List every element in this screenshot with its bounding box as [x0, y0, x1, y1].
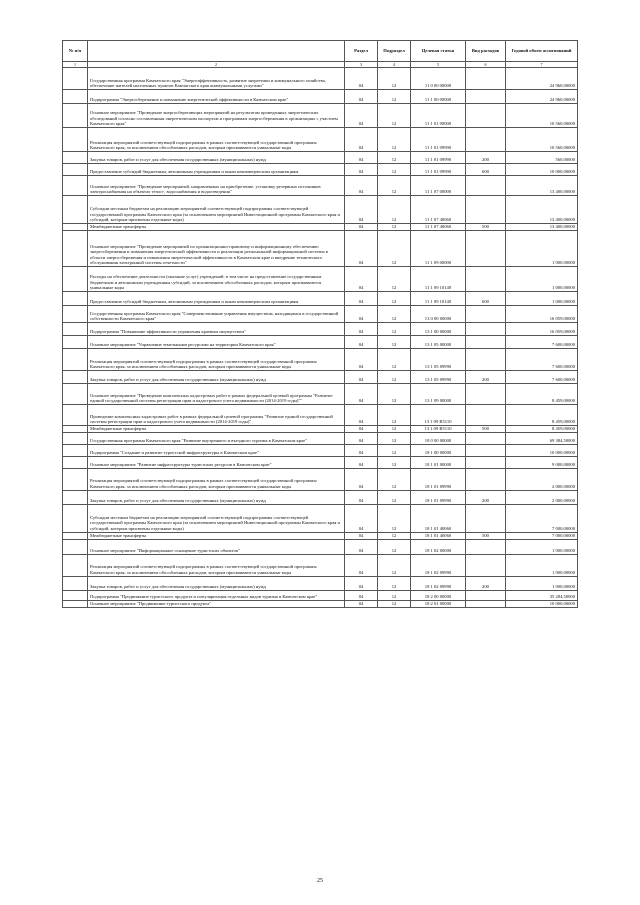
row-razdel-cell: 04	[345, 468, 378, 490]
header-razdel: Раздел	[345, 41, 378, 62]
row-target-article-cell: 11 0 00 00000	[411, 68, 466, 90]
row-target-article-cell: 18 1 01 40060	[411, 504, 466, 532]
row-amount-cell: 24 960,00000	[506, 90, 578, 104]
row-expense-type-cell: 600	[466, 164, 506, 176]
row-number-cell	[63, 426, 88, 433]
table-row	[63, 554, 578, 576]
row-razdel-cell: 04	[345, 444, 378, 456]
row-target-article-cell: 13 1 05 09990	[411, 371, 466, 384]
row-razdel-cell: 04	[345, 600, 378, 607]
row-expense-type-cell: 200	[466, 371, 506, 384]
row-target-article-cell: 11 1 01 09990	[411, 152, 466, 164]
row-number-cell	[63, 432, 88, 444]
row-amount-cell: 10 000,00000	[506, 444, 578, 456]
row-amount-cell: 7 000,00000	[506, 532, 578, 539]
row-razdel-cell: 04	[345, 224, 378, 231]
row-razdel-cell: 04	[345, 267, 378, 292]
row-podrazdel-cell: 12	[378, 164, 411, 176]
row-name-cell: Основное мероприятие "Проведение комплексных кадастровых работ в рамках федеральной целевой программы "Развитие единой государственной системы регистрации прав и кадастрового учета недвижимости (2014-2019 годы)""	[88, 384, 345, 405]
row-target-article-cell: 18 1 00 00000	[411, 444, 466, 456]
row-podrazdel-cell: 12	[378, 68, 411, 90]
row-razdel-cell: 04	[345, 349, 378, 371]
row-podrazdel-cell: 12	[378, 128, 411, 152]
budget-table	[62, 40, 578, 608]
header-podrazdel: Подраздел	[378, 41, 411, 62]
page-number: 25	[317, 878, 323, 884]
row-number-cell	[63, 292, 88, 306]
row-razdel-cell: 04	[345, 128, 378, 152]
row-razdel-cell: 04	[345, 68, 378, 90]
row-name-cell: Межбюджетные трансферты	[88, 224, 345, 231]
row-target-article-cell: 13 0 00 00000	[411, 306, 466, 323]
row-name-cell: Расходы на обеспечение деятельности (оказание услуг) учреждений, в том числе на предоставление государственным бюджетным и автономным учреждениям субсидий, за исключением обособленных расходов, которым присваиваются уникальные коды	[88, 267, 345, 292]
row-razdel-cell: 04	[345, 554, 378, 576]
row-amount-cell: 13 400,00000	[506, 196, 578, 224]
table-row	[63, 196, 578, 224]
table-row	[63, 323, 578, 336]
row-target-article-cell: 18 1 02 09990	[411, 554, 466, 576]
row-target-article-cell: 11 1 07 40060	[411, 224, 466, 231]
row-target-article-cell: 13 1 09 00000	[411, 384, 466, 405]
row-podrazdel-cell: 12	[378, 336, 411, 349]
row-razdel-cell: 04	[345, 504, 378, 532]
row-name-cell: Закупка товаров, работ и услуг для обеспечения государственных (муниципальных) нужд	[88, 371, 345, 384]
row-name-cell: Закупка товаров, работ и услуг для обеспечения государственных (муниципальных) нужд	[88, 576, 345, 590]
row-expense-type-cell	[466, 68, 506, 90]
row-expense-type-cell	[466, 590, 506, 600]
row-name-cell: Закупка товаров, работ и услуг для обеспечения государственных (муниципальных) нужд	[88, 490, 345, 504]
row-expense-type-cell	[466, 306, 506, 323]
row-target-article-cell: 13 1 09 R5110	[411, 426, 466, 433]
row-podrazdel-cell: 12	[378, 176, 411, 196]
row-target-article-cell: 11 1 00 00000	[411, 90, 466, 104]
row-amount-cell: 7 600,00000	[506, 349, 578, 371]
row-number-cell	[63, 164, 88, 176]
row-target-article-cell: 11 1 07 00000	[411, 176, 466, 196]
row-expense-type-cell: 500	[466, 224, 506, 231]
row-amount-cell: 13 400,00000	[506, 224, 578, 231]
row-number-cell	[63, 371, 88, 384]
row-podrazdel-cell: 12	[378, 306, 411, 323]
row-number-cell	[63, 323, 88, 336]
row-number-cell	[63, 504, 88, 532]
row-name-cell: Основное мероприятие "Управление земельными ресурсами на территории Камчатского края"	[88, 336, 345, 349]
row-number-cell	[63, 336, 88, 349]
row-name-cell: Подпрограмма "Продвижение туристского продукта и популяризация отдельных видов туризма в Камчатском крае"	[88, 590, 345, 600]
row-number-cell	[63, 306, 88, 323]
row-razdel-cell: 04	[345, 336, 378, 349]
row-amount-cell: 7 600,00000	[506, 336, 578, 349]
row-amount-cell: 1 000,00000	[506, 576, 578, 590]
row-number-cell	[63, 405, 88, 426]
row-razdel-cell: 04	[345, 490, 378, 504]
row-amount-cell: 1 000,00000	[506, 539, 578, 554]
column-index: 6	[466, 62, 506, 68]
row-expense-type-cell	[466, 336, 506, 349]
row-podrazdel-cell: 12	[378, 231, 411, 267]
row-number-cell	[63, 128, 88, 152]
row-podrazdel-cell: 12	[378, 384, 411, 405]
table-row	[63, 532, 578, 539]
row-razdel-cell: 04	[345, 176, 378, 196]
row-target-article-cell: 11 1 09 10140	[411, 292, 466, 306]
row-name-cell: Государственная программа Камчатского края "Совершенствование управления имуществом, находящимся в государственной собственности Камчатского края"	[88, 306, 345, 323]
row-target-article-cell: 13 1 05 09990	[411, 349, 466, 371]
row-amount-cell: 10 560,00000	[506, 104, 578, 128]
row-podrazdel-cell: 12	[378, 576, 411, 590]
row-target-article-cell: 18 1 02 00000	[411, 539, 466, 554]
table-row	[63, 267, 578, 292]
row-amount-cell: 2 000,00000	[506, 490, 578, 504]
table-row	[63, 444, 578, 456]
row-name-cell: Государственная программа Камчатского края "Развитие внутреннего и въездного туризма в Камчатском крае"	[88, 432, 345, 444]
row-razdel-cell: 04	[345, 323, 378, 336]
row-target-article-cell: 18 1 01 09990	[411, 468, 466, 490]
row-number-cell	[63, 456, 88, 468]
row-target-article-cell: 11 1 01 09990	[411, 128, 466, 152]
row-amount-cell: 16 059,00000	[506, 306, 578, 323]
row-razdel-cell: 04	[345, 426, 378, 433]
row-amount-cell: 7 000,00000	[506, 504, 578, 532]
row-expense-type-cell	[466, 432, 506, 444]
table-row	[63, 468, 578, 490]
row-name-cell: Основное мероприятие "Развитие инфраструктуры туристских ресурсов в Камчатском крае"	[88, 456, 345, 468]
row-podrazdel-cell: 12	[378, 224, 411, 231]
row-razdel-cell: 04	[345, 590, 378, 600]
header-expense-type: Вид расходов	[466, 41, 506, 62]
row-target-article-cell: 18 1 01 40060	[411, 532, 466, 539]
row-amount-cell: 1 000,00000	[506, 231, 578, 267]
row-amount-cell: 9 000,00000	[506, 456, 578, 468]
row-expense-type-cell	[466, 128, 506, 152]
row-name-cell: Реализация мероприятий соответствующей подпрограммы в рамках соответствующей государственной программы Камчатского края, за исключением обособленных расходов, которым присваиваются уникальные коды	[88, 554, 345, 576]
row-razdel-cell: 04	[345, 196, 378, 224]
row-expense-type-cell: 200	[466, 576, 506, 590]
row-razdel-cell: 04	[345, 532, 378, 539]
header-annual-amount: Годовой объем ассигнований	[506, 41, 578, 62]
column-index: 5	[411, 62, 466, 68]
table-row	[63, 590, 578, 600]
row-name-cell: Подпрограмма "Энергосбережение и повышение энергетической эффективности в Камчатском крае"	[88, 90, 345, 104]
row-expense-type-cell	[466, 196, 506, 224]
row-name-cell: Основное мероприятие "Информационное оснащение туристских объектов"	[88, 539, 345, 554]
row-target-article-cell: 18 1 01 00000	[411, 456, 466, 468]
row-podrazdel-cell: 12	[378, 600, 411, 607]
table-row	[63, 371, 578, 384]
row-podrazdel-cell: 12	[378, 104, 411, 128]
table-header-row	[63, 41, 578, 62]
row-name-cell: Закупка товаров, работ и услуг для обеспечения государственных (муниципальных) нужд	[88, 152, 345, 164]
row-razdel-cell: 04	[345, 231, 378, 267]
row-name-cell: Предоставление субсидий бюджетным, автономным учреждениям и иным некоммерческим организациям	[88, 164, 345, 176]
row-amount-cell: 1 000,00000	[506, 554, 578, 576]
row-expense-type-cell	[466, 504, 506, 532]
row-razdel-cell: 04	[345, 456, 378, 468]
row-amount-cell: 69 384,50000	[506, 432, 578, 444]
row-target-article-cell: 11 1 09 00000	[411, 231, 466, 267]
row-number-cell	[63, 554, 88, 576]
row-target-article-cell: 11 1 09 10140	[411, 267, 466, 292]
row-razdel-cell: 04	[345, 164, 378, 176]
row-podrazdel-cell: 12	[378, 444, 411, 456]
table-body	[63, 68, 578, 608]
row-razdel-cell: 04	[345, 432, 378, 444]
table-row	[63, 152, 578, 164]
row-podrazdel-cell: 12	[378, 554, 411, 576]
header-target-article: Целевая статья	[411, 41, 466, 62]
row-number-cell	[63, 600, 88, 607]
row-amount-cell: 7 600,00000	[506, 371, 578, 384]
table-row	[63, 384, 578, 405]
row-podrazdel-cell: 12	[378, 196, 411, 224]
table-row	[63, 504, 578, 532]
table-row	[63, 128, 578, 152]
column-index: 3	[345, 62, 378, 68]
row-expense-type-cell: 500	[466, 532, 506, 539]
row-name-cell: Основное мероприятие "Проведение энергосберегающих мероприятий на результатам проведенных энергетических обследований согласно составленным энергетическим паспортам и программам энергосбережения в организациях с участием Камчатского края"	[88, 104, 345, 128]
row-number-cell	[63, 224, 88, 231]
row-razdel-cell: 04	[345, 292, 378, 306]
table-row	[63, 405, 578, 426]
row-name-cell: Подпрограмма "Повышение эффективности управления краевым имуществом"	[88, 323, 345, 336]
row-razdel-cell: 04	[345, 576, 378, 590]
column-index: 7	[506, 62, 578, 68]
row-amount-cell: 2 000,00000	[506, 468, 578, 490]
row-razdel-cell: 04	[345, 306, 378, 323]
row-podrazdel-cell: 12	[378, 532, 411, 539]
row-expense-type-cell	[466, 349, 506, 371]
row-number-cell	[63, 104, 88, 128]
row-name-cell: Межбюджетные трансферты	[88, 532, 345, 539]
column-index: 2	[88, 62, 345, 68]
row-target-article-cell: 18 2 00 00000	[411, 590, 466, 600]
header-name	[88, 41, 345, 62]
table-row	[63, 576, 578, 590]
row-amount-cell: 1 000,00000	[506, 267, 578, 292]
row-expense-type-cell	[466, 456, 506, 468]
row-podrazdel-cell: 12	[378, 405, 411, 426]
row-podrazdel-cell: 12	[378, 468, 411, 490]
row-number-cell	[63, 267, 88, 292]
row-razdel-cell: 04	[345, 384, 378, 405]
row-amount-cell: 8 459,00000	[506, 384, 578, 405]
row-podrazdel-cell: 12	[378, 371, 411, 384]
row-expense-type-cell	[466, 539, 506, 554]
row-name-cell: Предоставление субсидий бюджетным, автономным учреждениям и иным некоммерческим организациям	[88, 292, 345, 306]
row-target-article-cell: 11 1 07 40060	[411, 196, 466, 224]
row-number-cell	[63, 196, 88, 224]
row-razdel-cell: 04	[345, 371, 378, 384]
row-name-cell: Государственная программа Камчатского края "Энергоэффективность, развитие энергетики и коммунального хозяйства, обеспечение жителей населенных пунктов Камчатского края коммунальными услугами"	[88, 68, 345, 90]
row-expense-type-cell	[466, 90, 506, 104]
row-number-cell	[63, 231, 88, 267]
row-expense-type-cell	[466, 384, 506, 405]
document-page	[62, 40, 577, 608]
row-expense-type-cell	[466, 600, 506, 607]
table-row	[63, 68, 578, 90]
column-index: 1	[63, 62, 88, 68]
row-podrazdel-cell: 12	[378, 90, 411, 104]
table-row	[63, 292, 578, 306]
row-expense-type-cell: 500	[466, 426, 506, 433]
table-row	[63, 176, 578, 196]
row-name-cell: Реализация мероприятий соответствующей подпрограммы в рамках соответствующей государственной программы Камчатского края, за исключением обособленных расходов, которым присваиваются уникальные коды	[88, 468, 345, 490]
row-name-cell: Субсидии местным бюджетам на реализацию мероприятий соответствующей подпрограммы соответствующей государственной программы Камчатского края (за исключением мероприятий Инвестиционной программы Камчатского края и субсидий, которым присвоены отдельные коды)	[88, 504, 345, 532]
table-row	[63, 224, 578, 231]
row-podrazdel-cell: 12	[378, 426, 411, 433]
table-row	[63, 600, 578, 607]
table-row	[63, 349, 578, 371]
row-podrazdel-cell: 12	[378, 490, 411, 504]
row-number-cell	[63, 349, 88, 371]
row-name-cell: Реализация мероприятий соответствующей подпрограммы в рамках соответствующей государственной программы Камчатского края, за исключением обособленных расходов, которым присваиваются уникальные коды	[88, 128, 345, 152]
row-number-cell	[63, 444, 88, 456]
table-row	[63, 306, 578, 323]
row-number-cell	[63, 468, 88, 490]
row-number-cell	[63, 384, 88, 405]
row-podrazdel-cell: 12	[378, 432, 411, 444]
column-index: 4	[378, 62, 411, 68]
row-name-cell: Основное мероприятие "Продвижение туристского продукта"	[88, 600, 345, 607]
row-amount-cell: 8 459,00000	[506, 405, 578, 426]
row-expense-type-cell	[466, 444, 506, 456]
row-amount-cell: 35 284,50000	[506, 590, 578, 600]
row-expense-type-cell	[466, 468, 506, 490]
row-target-article-cell: 13 1 05 00000	[411, 336, 466, 349]
row-target-article-cell: 11 1 01 09990	[411, 164, 466, 176]
table-row	[63, 336, 578, 349]
row-number-cell	[63, 68, 88, 90]
table-row	[63, 90, 578, 104]
row-target-article-cell: 18 0 00 00000	[411, 432, 466, 444]
table-row	[63, 426, 578, 433]
row-name-cell: Реализация мероприятий соответствующей подпрограммы в рамках соответствующей государственной программы Камчатского края, за исключением обособленных расходов, которым присваиваются уникальные коды	[88, 349, 345, 371]
row-number-cell	[63, 590, 88, 600]
row-amount-cell: 10 000,00000	[506, 164, 578, 176]
row-podrazdel-cell: 12	[378, 539, 411, 554]
table-row	[63, 164, 578, 176]
row-amount-cell: 10 560,00000	[506, 128, 578, 152]
row-amount-cell: 24 960,00000	[506, 68, 578, 90]
row-target-article-cell: 11 1 01 00000	[411, 104, 466, 128]
row-razdel-cell: 04	[345, 90, 378, 104]
row-number-cell	[63, 532, 88, 539]
row-podrazdel-cell: 12	[378, 267, 411, 292]
row-razdel-cell: 04	[345, 104, 378, 128]
row-target-article-cell: 18 1 02 09990	[411, 576, 466, 590]
row-name-cell: Основное мероприятие "Проведение мероприятий, направленных на приобретение, установку резервных источников электроснабжения на объектах тепло-, водоснабжения и водоотведения"	[88, 176, 345, 196]
table-row	[63, 490, 578, 504]
row-amount-cell: 10 000,00000	[506, 600, 578, 607]
row-name-cell: Межбюджетные трансферты	[88, 426, 345, 433]
row-expense-type-cell	[466, 323, 506, 336]
row-podrazdel-cell: 12	[378, 323, 411, 336]
row-target-article-cell: 18 2 01 00000	[411, 600, 466, 607]
row-expense-type-cell	[466, 231, 506, 267]
row-expense-type-cell	[466, 405, 506, 426]
row-name-cell: Подпрограмма "Создание и развитие туристской инфраструктуры в Камчатском крае"	[88, 444, 345, 456]
table-row	[63, 231, 578, 267]
row-name-cell: Субсидии местным бюджетам на реализацию мероприятий соответствующей подпрограммы соответствующей государственной программы Камчатского края (за исключением мероприятий Инвестиционной программы Камчатского края и субсидий, которым присвоены отдельные коды)	[88, 196, 345, 224]
row-expense-type-cell: 200	[466, 490, 506, 504]
table-row	[63, 539, 578, 554]
row-number-cell	[63, 176, 88, 196]
row-podrazdel-cell: 12	[378, 152, 411, 164]
row-target-article-cell: 13 1 09 R5110	[411, 405, 466, 426]
header-number: № п/п	[63, 41, 88, 62]
row-podrazdel-cell: 12	[378, 504, 411, 532]
row-razdel-cell: 04	[345, 152, 378, 164]
row-number-cell	[63, 90, 88, 104]
table-row	[63, 432, 578, 444]
row-target-article-cell: 18 1 01 09990	[411, 490, 466, 504]
row-amount-cell: 8 459,00000	[506, 426, 578, 433]
row-number-cell	[63, 576, 88, 590]
row-podrazdel-cell: 12	[378, 349, 411, 371]
row-podrazdel-cell: 12	[378, 456, 411, 468]
table-row	[63, 456, 578, 468]
row-amount-cell: 560,00000	[506, 152, 578, 164]
row-number-cell	[63, 539, 88, 554]
row-podrazdel-cell: 12	[378, 590, 411, 600]
row-podrazdel-cell: 12	[378, 292, 411, 306]
row-expense-type-cell: 600	[466, 292, 506, 306]
row-amount-cell: 1 000,00000	[506, 292, 578, 306]
row-razdel-cell: 04	[345, 539, 378, 554]
table-row	[63, 104, 578, 128]
row-expense-type-cell: 200	[466, 152, 506, 164]
row-name-cell: Проведение комплексных кадастровых работ в рамках федеральной целевой программы "Развитие единой государственной системы регистрации прав и кадастрового учета недвижимости (2014-2019 годы)"	[88, 405, 345, 426]
row-expense-type-cell	[466, 267, 506, 292]
row-number-cell	[63, 152, 88, 164]
row-expense-type-cell	[466, 176, 506, 196]
row-amount-cell: 13 400,00000	[506, 176, 578, 196]
row-name-cell: Основное мероприятие "Проведение мероприятий по организационно-правовому и информационному обеспечению энергосбережения и повышения энергетической эффективности и реализации региональной информационной системы в области энергосбережения и повышения энергетической эффективности в Камчатском крае и внедрение технического обслуживания электронной системы отчетности"	[88, 231, 345, 267]
row-razdel-cell: 04	[345, 405, 378, 426]
row-number-cell	[63, 490, 88, 504]
row-expense-type-cell	[466, 554, 506, 576]
row-amount-cell: 16 059,00000	[506, 323, 578, 336]
row-expense-type-cell	[466, 104, 506, 128]
row-target-article-cell: 13 1 00 00000	[411, 323, 466, 336]
